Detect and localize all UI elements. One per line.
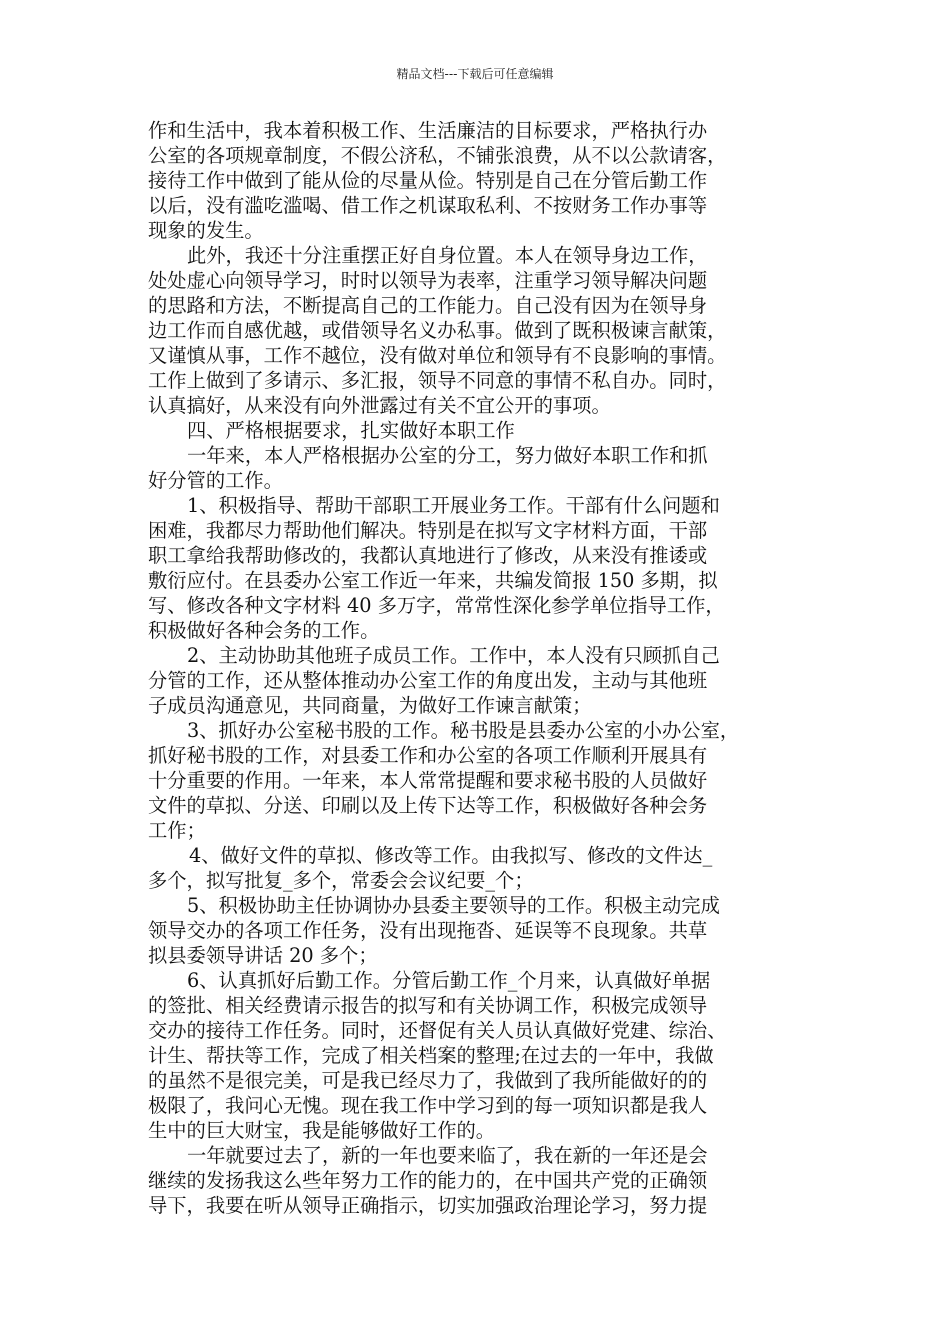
text-line: 困难，我都尽力帮助他们解决。特别是在拟写文字材料方面，干部 xyxy=(148,519,708,542)
text-line: 3、抓好办公室秘书股的工作。秘书股是县委办公室的小办公室， xyxy=(187,719,740,742)
text-line: 4、做好文件的草拟、修改等工作。由我拟写、修改的文件达_ xyxy=(189,844,713,867)
text-line: 一年来，本人严格根据办公室的分工，努力做好本职工作和抓 xyxy=(187,444,708,467)
text-line: 作和生活中，我本着积极工作、生活廉洁的目标要求，严格执行办 xyxy=(148,119,708,142)
text-line: 十分重要的作用。一年来，本人常常提醒和要求秘书股的人员做好 xyxy=(148,769,708,792)
text-line: 5、积极协助主任协调协办县委主要领导的工作。积极主动完成 xyxy=(187,894,720,917)
text-line: 积极做好各种会务的工作。 xyxy=(148,619,380,642)
text-line: 抓好秘书股的工作，对县委工作和办公室的各项工作顺利开展具有 xyxy=(148,744,708,767)
text-line: 工作； xyxy=(148,819,206,842)
text-line: 6、认真抓好后勤工作。分管后勤工作_个月来，认真做好单据 xyxy=(187,969,711,992)
text-line: 接待工作中做到了能从俭的尽量从俭。特别是自己在分管后勤工作 xyxy=(148,169,708,192)
text-line: 交办的接待工作任务。同时，还督促有关人员认真做好党建、综治、 xyxy=(148,1019,727,1042)
text-line: 以后，没有滥吃滥喝、借工作之机谋取私利、不按财务工作办事等 xyxy=(148,194,708,217)
page-header: 精品文档---下载后可任意编辑 xyxy=(396,67,554,81)
text-line: 公室的各项规章制度，不假公济私，不铺张浪费，从不以公款请客， xyxy=(148,144,727,167)
text-line: 子成员沟通意见，共同商量，为做好工作谏言献策； xyxy=(148,694,592,717)
text-line: 一年就要过去了，新的一年也要来临了，我在新的一年还是会 xyxy=(187,1144,708,1167)
text-line: 敷衍应付。在县委办公室工作近一年来，共编发简报 150 多期，拟 xyxy=(148,569,718,592)
text-line: 领导交办的各项工作任务，没有出现拖沓、延误等不良现象。共草 xyxy=(148,919,708,942)
text-line: 多个，拟写批复_多个，常委会会议纪要_个； xyxy=(148,869,534,892)
text-line: 处处虚心向领导学习，时时以领导为表率，注重学习领导解决问题 xyxy=(148,269,708,292)
text-line: 文件的草拟、分送、印刷以及上传下达等工作，积极做好各种会务 xyxy=(148,794,708,817)
text-line: 的虽然不是很完美，可是我已经尽力了，我做到了我所能做好的的 xyxy=(148,1069,708,1092)
text-line: 继续的发扬我这么些年努力工作的能力的，在中国共产党的正确领 xyxy=(148,1169,708,1192)
text-line: 的签批、相关经费请示报告的拟写和有关协调工作，积极完成领导 xyxy=(148,994,708,1017)
text-line: 1、积极指导、帮助干部职工开展业务工作。干部有什么问题和 xyxy=(187,494,720,517)
text-line: 又谨慎从事，工作不越位，没有做对单位和领导有不良影响的事情。 xyxy=(148,344,727,367)
text-line: 极限了，我问心无愧。现在我工作中学习到的每一项知识都是我人 xyxy=(148,1094,708,1117)
text-line: 的思路和方法，不断提高自己的工作能力。自己没有因为在领导身 xyxy=(148,294,708,317)
text-line: 工作上做到了多请示、多汇报，领导不同意的事情不私自办。同时， xyxy=(148,369,727,392)
text-line: 此外，我还十分注重摆正好自身位置。本人在领导身边工作， xyxy=(187,244,708,267)
document-body xyxy=(148,118,808,1218)
text-line: 计生、帮扶等工作，完成了相关档案的整理;在过去的一年中，我做 xyxy=(148,1044,714,1067)
text-line: 写、修改各种文字材料 40 多万字，常常性深化参学单位指导工作， xyxy=(148,594,725,617)
text-line: 拟县委领导讲话 20 多个； xyxy=(148,944,378,967)
text-line: 分管的工作，还从整体推动办公室工作的角度出发，主动与其他班 xyxy=(148,669,708,692)
text-line: 2、主动协助其他班子成员工作。工作中，本人没有只顾抓自己 xyxy=(187,644,720,667)
text-line: 边工作而自感优越，或借领导名义办私事。做到了既积极谏言献策， xyxy=(148,319,727,342)
text-line: 导下，我要在听从领导正确指示，切实加强政治理论学习，努力提 xyxy=(148,1194,708,1217)
section-heading: 四、严格根据要求，扎实做好本职工作 xyxy=(187,419,515,442)
text-line: 认真搞好，从来没有向外泄露过有关不宜公开的事项。 xyxy=(148,394,611,417)
text-line: 职工拿给我帮助修改的，我都认真地进行了修改，从来没有推诿或 xyxy=(148,544,708,567)
text-line: 现象的发生。 xyxy=(148,219,264,242)
text-line: 生中的巨大财宝，我是能够做好工作的。 xyxy=(148,1119,496,1142)
text-line: 好分管的工作。 xyxy=(148,469,283,492)
